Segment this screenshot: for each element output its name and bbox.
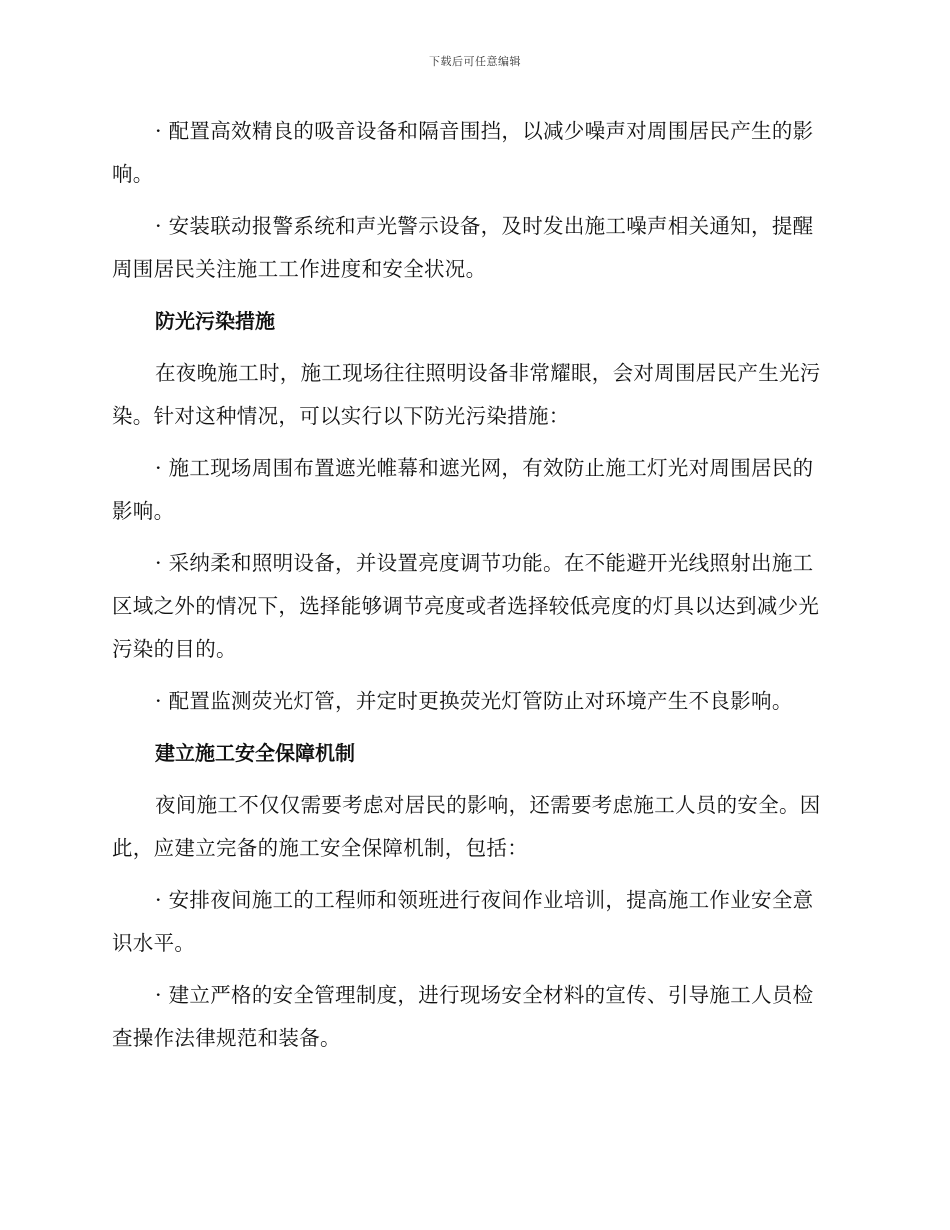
section-heading: 防光污染措施	[155, 309, 275, 333]
bullet-paragraph: · 配置监测荧光灯管，并定时更换荧光灯管防止对环境产生不良影响。	[155, 689, 793, 713]
bullet-paragraph: · 配置高效精良的吸音设备和隔音围挡，以减少噪声对周围居民产生的影响。	[112, 119, 814, 186]
section-heading: 建立施工安全保障机制	[155, 741, 355, 765]
bullet-paragraph: · 安排夜间施工的工程师和领班进行夜间作业培训，提高施工作业安全意识水平。	[112, 888, 814, 955]
paragraph: 夜间施工不仅仅需要考虑对居民的影响，还需要考虑施工人员的安全。因此，应建立完备的施工安全保障机制，包括：	[112, 793, 821, 860]
bullet-paragraph: · 采纳柔和照明设备，并设置亮度调节功能。在不能避开光线照射出施工区域之外的情况下，选择能够调节亮度或者选择较低亮度的灯具以达到减少光污染的目的。	[112, 551, 820, 661]
document-body	[112, 110, 834, 1069]
bullet-paragraph: · 施工现场周围布置遮光帷幕和遮光网，有效防止施工灯光对周围居民的影响。	[112, 456, 814, 523]
paragraph: 在夜晚施工时，施工现场往往照明设备非常耀眼，会对周围居民产生光污染。针对这种情况，可以实行以下防光污染措施：	[112, 361, 821, 428]
bullet-paragraph: · 建立严格的安全管理制度，进行现场安全材料的宣传、引导施工人员检查操作法律规范和装备。	[112, 983, 814, 1050]
page-header: 下载后可任意编辑	[429, 55, 521, 68]
bullet-paragraph: · 安装联动报警系统和声光警示设备，及时发出施工噪声相关通知，提醒周围居民关注施工工作进度和安全状况。	[112, 214, 814, 281]
